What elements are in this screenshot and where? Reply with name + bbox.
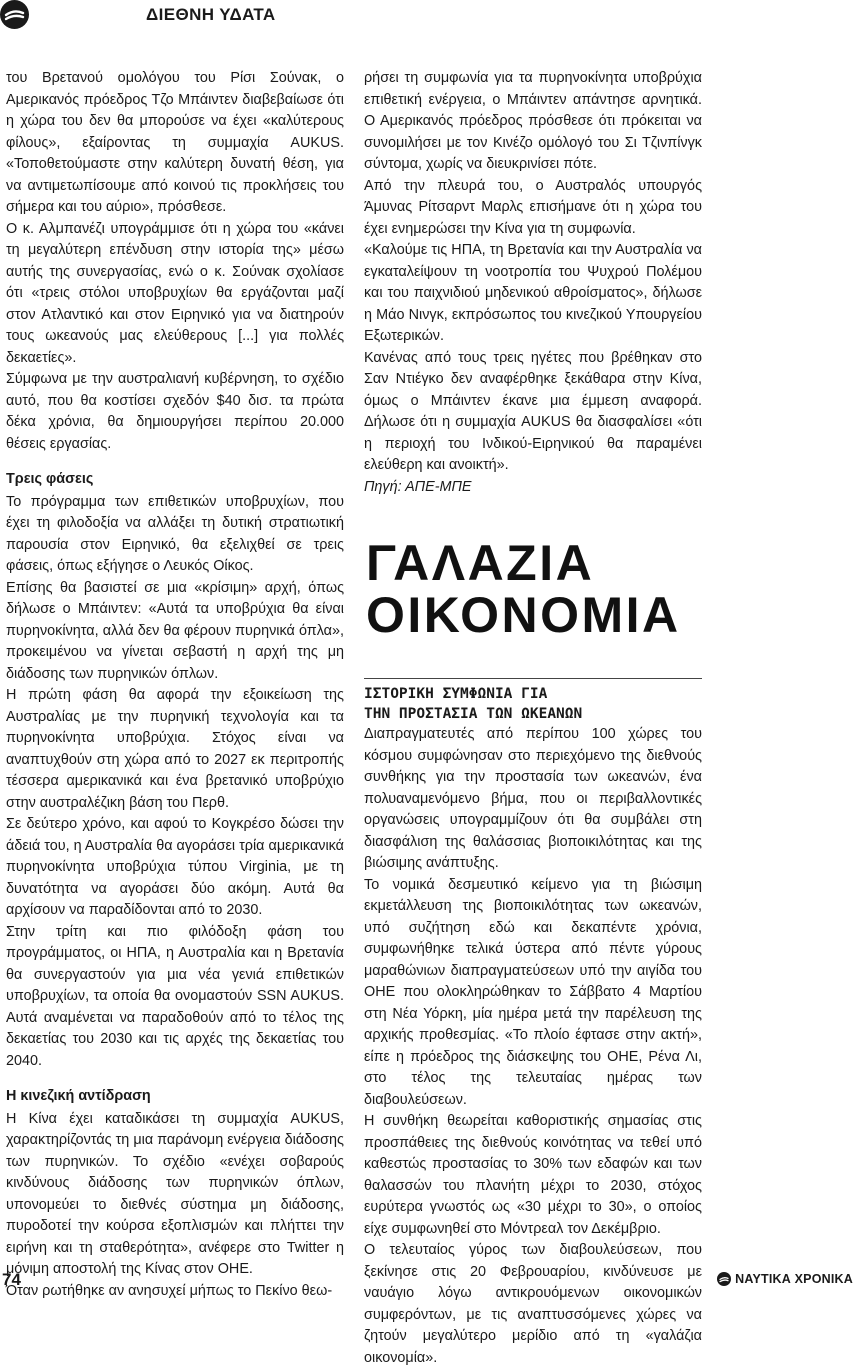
body-paragraph: Σε δεύτερο χρόνο, και αφού το Κογκρέσο δώσει την άδειά του, η Αυστραλία θα αγοράσει τρία αμερικανικά πυρηνοκίνητα υποβρύχια τύπου Virginia, με τη δυνατότητα να αγοράσει δύο ακόμη. Αυτά θα αρχίσουν να παραδίδονται από το 2030. [6, 816, 344, 918]
article-title-line: ΤΗΝ ΠΡΟΣΤΑΣΙΑ ΤΩΝ ΩΚΕΑΝΩΝ [364, 706, 583, 722]
body-paragraph: Η Κίνα έχει καταδικάσει τη συμμαχία AUKUS, χαρακτηρίζοντάς τη μια παράνομη ενέργεια διάδοσης των πυρηνικών. Το σχέδιο «ενέχει σοβαρούς κινδύνους διάδοσης των πυρηνικών όπλων, υπονομεύει το διεθνές σύστημα μη διάδοσης, πυροδοτεί την κούρσα εξοπλισμών και πλήττει την ειρήνη και τη σταθερότητα», ανέφερε στο Twitter η μόνιμη αποστολή της Κίνας στον ΟΗΕ. [6, 1110, 344, 1277]
article-title [364, 684, 702, 724]
body-paragraph: Επίσης θα βασιστεί σε μια «κρίσιμη» αρχή, όπως δήλωσε ο Μπάιντεν: «Αυτά τα υποβρύχια θα είναι πυρηνοκίνητα, αλλά δεν θα φέρουν πυρηνικά όπλα», προκειμένου να γίνεται σεβαστή η αρχή της μη διάδοσης των πυρηνικών όπλων. [6, 579, 344, 682]
body-paragraph: Διαπραγματευτές από περίπου 100 χώρες του κόσμου συμφώνησαν στο περιεχόμενο της διεθνούς συνθήκης για την προστασία των ωκεανών, ένα πολυαναμενόμενο βήμα, που οι περιβαλλοντικές οργανώσεις υπογραμμίζουν ότι θα συμβάλει στη διασφάλιση της θαλάσσιας βιοποικιλότητας και της βιώσιμης ανάπτυξης. [364, 726, 702, 871]
left-column [6, 68, 344, 1302]
body-paragraph: Η πρώτη φάση θα αφορά την εξοικείωση της Αυστραλίας με την πυρηνική τεχνολογία και τα πυρηνοκίνητα υποβρύχια. Στόχος είναι να αναπτυχθούν στη χώρα από το 2027 εκ περιτροπής τέσσερα αμερικανικά και ένα βρετανικό υποβρύχιο στην αυστραλέζικη βάση του Περθ. [6, 687, 344, 811]
publication-name: ΝΑΥΤΙΚΑ ΧΡΟΝΙΚΑ [735, 1272, 853, 1286]
body-paragraph: Η συνθήκη θεωρείται καθοριστικής σημασίας στις προσπάθειες της διεθνούς κοινότητας να τεθεί υπό καθεστώς προστασίας το 30% των εδαφών και των θαλασσών του πλανήτη μέχρι το 2030, στόχος ευρύτερα γνωστός ως «30 μέχρι το 30», ο οποίος είχε συμφωνηθεί στο Μόντρεαλ τον Δεκέμβριο. [364, 1113, 702, 1237]
body-paragraph: του Βρετανού ομολόγου του Ρίσι Σούνακ, ο Αμερικανός πρόεδρος Τζο Μπάιντεν διαβεβαίωσε ότι η χώρα του δεν θα μπορούσε να έχει «καλύτερους φίλους», εξαίροντας τη συμμαχία AUKUS. «Τοποθετούμαστε στην καλύτερη δυνατή θέση, για να αντιμετωπίσουμε από κοινού τις προκλήσεις του σήμερα και του αύριο», πρόσθεσε. [6, 70, 344, 215]
body-paragraph: Κανένας από τους τρεις ηγέτες που βρέθηκαν στο Σαν Ντιέγκο δεν αναφέρθηκε ξεκάθαρα στην Κίνα, όμως ο Μπάιντεν έκανε μια έμμεση αναφορά. Δήλωσε ότι η συμμαχία AUKUS θα διασφαλίσει «ότι η περιοχή του Ινδικού-Ειρηνικού θα παραμένει ελεύθερη και ανοικτή». [364, 349, 702, 473]
body-paragraph: Σύμφωνα με την αυστραλιανή κυβέρνηση, το σχέδιο αυτό, που θα κοστίσει σχεδόν $40 δισ. τα πρώτα δέκα χρόνια, θα δημιουργήσει περίπου 20.000 θέσεις εργασίας. [6, 371, 344, 452]
publication-logo-icon [717, 1272, 731, 1286]
body-paragraph: ρήσει τη συμφωνία για τα πυρηνοκίνητα υποβρύχια επιθετική ενέργεια, ο Μπάιντεν απάντησε αρνητικά. Ο Αμερικανός πρόεδρος πρόσθεσε ότι πρόκειται να συνομιλήσει με τον Κινέζο ομόλογό του Σι Τζινπίνγκ σύντομα, χωρίς να διευκρινίσει πότε. [364, 70, 702, 172]
page-number: 74 [2, 1270, 21, 1289]
heading-line: ΟΙΚΟΝΟΜΙΑ [366, 587, 681, 643]
body-paragraph: Όταν ρωτήθηκε αν ανησυχεί μήπως το Πεκίνο θεω- [6, 1282, 333, 1299]
body-paragraph: Ο τελευταίος γύρος των διαβουλεύσεων, που ξεκίνησε στις 20 Φεβρουαρίου, κινδύνευσε με ναυάγιο λόγω αντικρουόμενων οικονομικών συμφερόντων, με τις αναπτυσσόμενες χώρες να ζητούν μεγαλύτερο μερίδιο από τη «γαλάζια οικονομία». [364, 1242, 702, 1366]
subheading-three-phases: Τρεις φάσεις [6, 471, 94, 487]
article-title-line: ΙΣΤΟΡΙΚΗ ΣΥΜΦΩΝΙΑ ΓΙΑ [364, 686, 548, 702]
body-paragraph: Στην τρίτη και πιο φιλόδοξη φάση του προγράμματος, οι ΗΠΑ, η Αυστραλία και η Βρετανία θα συνεργαστούν για μια νέα γενιά επιθετικών υποβρυχίων, τα οποία θα ονομαστούν SSN AUKUS. Αυτά αναμένεται να παραδοθούν από το τέλος της δεκαετίας του 2030 και τις αρχές της δεκαετίας του 2040. [6, 923, 344, 1069]
heading-line: ΓΑΛΑΖΙΑ [366, 535, 595, 591]
body-paragraph: Ο κ. Αλμπανέζι υπογράμμισε ότι η χώρα του «κάνει τη μεγαλύτερη επένδυση στην ιστορία της» μέσω αυτής της συνεργασίας, ενώ ο κ. Σούνακ σχολίασε ότι «τρεις στόλοι υποβρυχίων θα εργάζονται μαζί στον Ατλαντικό και στον Ειρηνικό για να διατηρούν τους ωκεανούς μας ελεύθερους [...] για πολλές δεκαετίες». [6, 220, 344, 366]
subheading-chinese-reaction: Η κινεζική αντίδραση [6, 1088, 151, 1104]
divider [364, 678, 702, 679]
body-paragraph: Το πρόγραμμα των επιθετικών υποβρυχίων, που έχει τη φιλοδοξία να αλλάξει τη δυτική στρατιωτική παρουσία στον Ειρηνικό, θα εξελιχθεί σε τρεις φάσεις, όπως εξήγησε ο Λευκός Οίκος. [6, 493, 344, 574]
right-column [364, 68, 702, 1369]
section-title: ΔΙΕΘΝΗ ΥΔΑΤΑ [146, 5, 276, 24]
body-paragraph: Το νομικά δεσμευτικό κείμενο για τη βιώσιμη εκμετάλλευση της βιοποικιλότητας των ωκεανών, υπό συζήτηση εδώ και δεκαπέντε χρόνια, συμφωνήθηκε τελικά ύστερα από πέντε γύρους μαραθώνιων διαπραγματεύσεων υπό την αιγίδα του ΟΗΕ που ολοκληρώθηκαν το Σάββατο 4 Μαρτίου στη Νέα Υόρκη, μία ημέρα μετά την παρέλευση της αρχικής προθεσμίας. «Το πλοίο έφτασε στην ακτή», είπε η πρόεδρος της διάσκεψης του ΟΗΕ, Ρένα Λι, στο τέλος της τελευταίας ημέρας των διαβουλεύσεων. [364, 876, 702, 1108]
body-paragraph: «Καλούμε τις ΗΠΑ, τη Βρετανία και την Αυστραλία να εγκαταλείψουν τη νοοτροπία του Ψυχρού Πολέμου και του παιχνιδιού μηδενικού αθροίσματος», δήλωσε η Μάο Νινγκ, εκπρόσωπος του κινεζικού Υπουργείου Εξωτερικών. [364, 242, 702, 344]
body-paragraph: Από την πλευρά του, ο Αυστραλός υπουργός Άμυνας Ρίτσαρντ Μαρλς επισήμανε ότι η χώρα του έχει ενημερώσει την Κίνα για τη συμφωνία. [364, 177, 702, 237]
publication-logo-icon [0, 0, 29, 29]
blue-economy-heading [366, 537, 702, 641]
source-credit: Πηγή: ΑΠΕ-ΜΠΕ [364, 478, 472, 495]
publication-footer [717, 1272, 853, 1286]
